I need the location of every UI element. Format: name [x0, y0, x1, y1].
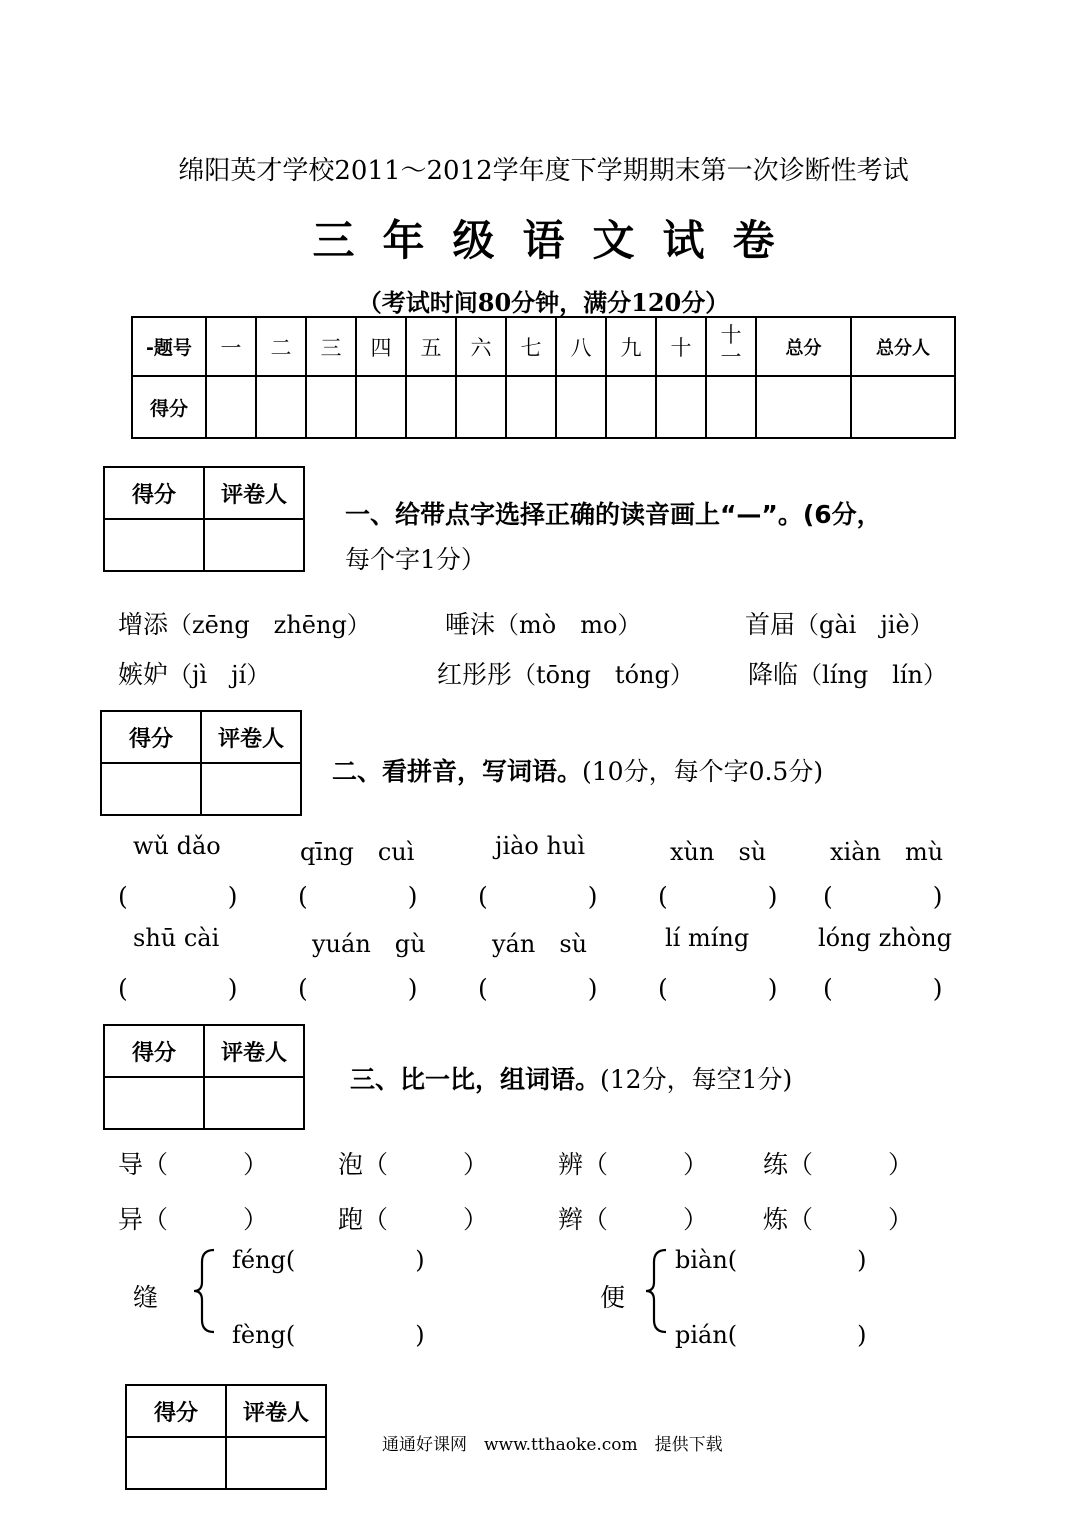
- score-cell[interactable]: [506, 376, 556, 438]
- q2-pinyin: jiào huì: [495, 832, 586, 860]
- score-col-7: 七: [506, 317, 556, 376]
- q2-pinyin: wǔ dǎo: [133, 832, 221, 860]
- q3-heading: 三、比一比，组词语。(12分，每空1分): [350, 1065, 793, 1094]
- q2-answer-blank[interactable]: ( ): [118, 882, 238, 911]
- score-col-9: 九: [606, 317, 656, 376]
- q2-pinyin: lóng zhòng: [818, 924, 952, 952]
- score-table: [131, 316, 956, 439]
- score-cell[interactable]: [256, 376, 306, 438]
- grade-box-score-cell[interactable]: [126, 1437, 226, 1489]
- q2-answer-blank[interactable]: ( ): [478, 974, 598, 1003]
- grade-box-q2: [100, 710, 302, 816]
- grade-box-q3: [103, 1024, 305, 1130]
- grade-box-score-label: 得分: [101, 711, 201, 763]
- score-cell[interactable]: [356, 376, 406, 438]
- score-cell[interactable]: [206, 376, 256, 438]
- q2-pinyin: shū cài: [133, 924, 220, 952]
- grade-box-score-cell[interactable]: [104, 519, 204, 571]
- q1-heading: 一、给带点字选择正确的读音画上“—”。(6分，: [345, 500, 882, 529]
- q2-answer-blank[interactable]: ( ): [658, 882, 778, 911]
- q1-heading-line2: 每个字1分）: [345, 545, 486, 574]
- grade-box-grader-cell[interactable]: [204, 1077, 304, 1129]
- score-col-10: 十: [656, 317, 706, 376]
- score-cell[interactable]: [656, 376, 706, 438]
- grade-box-score-cell[interactable]: [104, 1077, 204, 1129]
- grade-box-score-label: 得分: [104, 1025, 204, 1077]
- q3-polyphone-pinyin[interactable]: biàn( ): [675, 1246, 867, 1274]
- grade-box-q1: [103, 466, 305, 572]
- score-cell-total[interactable]: [756, 376, 851, 438]
- grade-box-score-label: 得分: [104, 467, 204, 519]
- exam-subtitle: （考试时间80分钟，满分120分）: [357, 288, 730, 317]
- score-table-label-score: 得分: [132, 376, 206, 438]
- q3-item[interactable]: 练（ ）: [763, 1150, 914, 1179]
- grade-box-grader-cell[interactable]: [201, 763, 301, 815]
- school-exam-name: 绵阳英才学校2011～2012学年度下学期期末第一次诊断性考试: [178, 156, 909, 186]
- score-col-4: 四: [356, 317, 406, 376]
- q2-answer-blank[interactable]: ( ): [823, 882, 943, 911]
- grade-box-score-cell[interactable]: [101, 763, 201, 815]
- q1-item-6: 降临（líng lín）: [748, 660, 947, 689]
- score-col-11: 十 一: [706, 317, 756, 376]
- q1-item-1: 增添（zēng zhēng）: [118, 610, 371, 639]
- score-col-1: 一: [206, 317, 256, 376]
- footer-source: 通通好课网 www.tthaoke.com 提供下载: [382, 1435, 723, 1455]
- q1-item-4: 嫉妒（jì jí）: [118, 660, 271, 689]
- q3-item[interactable]: 跑（ ）: [338, 1205, 489, 1234]
- grade-box-grader-cell[interactable]: [204, 519, 304, 571]
- score-col-5: 五: [406, 317, 456, 376]
- q3-polyphone-char-2: 便: [600, 1283, 626, 1312]
- q2-pinyin: qīng cuì: [300, 838, 415, 866]
- score-cell[interactable]: [706, 376, 756, 438]
- q3-item[interactable]: 异（ ）: [118, 1205, 269, 1234]
- q1-item-3: 首届（gài jiè）: [745, 610, 934, 639]
- q3-item[interactable]: 辨（ ）: [558, 1150, 709, 1179]
- score-col-6: 六: [456, 317, 506, 376]
- grade-box-q4: [125, 1384, 327, 1490]
- score-cell[interactable]: [406, 376, 456, 438]
- q3-item[interactable]: 炼（ ）: [763, 1205, 914, 1234]
- q2-answer-blank[interactable]: ( ): [298, 882, 418, 911]
- q2-answer-blank[interactable]: ( ): [298, 974, 418, 1003]
- q2-pinyin: xùn sù: [670, 838, 767, 866]
- grade-box-grader-label: 评卷人: [226, 1385, 326, 1437]
- exam-title: 三年级语文试卷: [312, 216, 803, 265]
- grade-box-grader-label: 评卷人: [201, 711, 301, 763]
- q2-pinyin: lí míng: [665, 924, 750, 952]
- score-cell[interactable]: [306, 376, 356, 438]
- q2-answer-blank[interactable]: ( ): [823, 974, 943, 1003]
- q2-pinyin: xiàn mù: [830, 838, 944, 866]
- q3-item[interactable]: 辫（ ）: [558, 1205, 709, 1234]
- score-col-8: 八: [556, 317, 606, 376]
- score-cell-total-person[interactable]: [851, 376, 955, 438]
- score-cell[interactable]: [606, 376, 656, 438]
- q2-answer-blank[interactable]: ( ): [118, 974, 238, 1003]
- q2-pinyin: yán sù: [492, 930, 588, 958]
- grade-box-score-label: 得分: [126, 1385, 226, 1437]
- score-col-2: 二: [256, 317, 306, 376]
- q2-pinyin: yuán gù: [312, 930, 426, 958]
- score-col-3: 三: [306, 317, 356, 376]
- score-table-label-question: -题号: [132, 317, 206, 376]
- score-col-total-person: 总分人: [851, 317, 955, 376]
- score-cell[interactable]: [456, 376, 506, 438]
- brace-icon: [642, 1246, 672, 1336]
- q1-item-2: 唾沫（mò mo）: [445, 610, 642, 639]
- q3-polyphone-char-1: 缝: [133, 1283, 159, 1312]
- q1-item-5: 红彤彤（tōng tóng）: [437, 660, 694, 689]
- q2-heading: 二、看拼音，写词语。(10分，每个字0.5分): [332, 757, 824, 786]
- grade-box-grader-cell[interactable]: [226, 1437, 326, 1489]
- q2-answer-blank[interactable]: ( ): [478, 882, 598, 911]
- q3-item[interactable]: 泡（ ）: [338, 1150, 489, 1179]
- brace-icon: [190, 1246, 220, 1336]
- score-cell[interactable]: [556, 376, 606, 438]
- grade-box-grader-label: 评卷人: [204, 467, 304, 519]
- score-col-total: 总分: [756, 317, 851, 376]
- q3-polyphone-pinyin[interactable]: féng( ): [232, 1246, 425, 1274]
- q3-polyphone-pinyin[interactable]: pián( ): [675, 1321, 867, 1349]
- q2-answer-blank[interactable]: ( ): [658, 974, 778, 1003]
- q3-item[interactable]: 导（ ）: [118, 1150, 269, 1179]
- q3-polyphone-pinyin[interactable]: fèng( ): [232, 1321, 425, 1349]
- grade-box-grader-label: 评卷人: [204, 1025, 304, 1077]
